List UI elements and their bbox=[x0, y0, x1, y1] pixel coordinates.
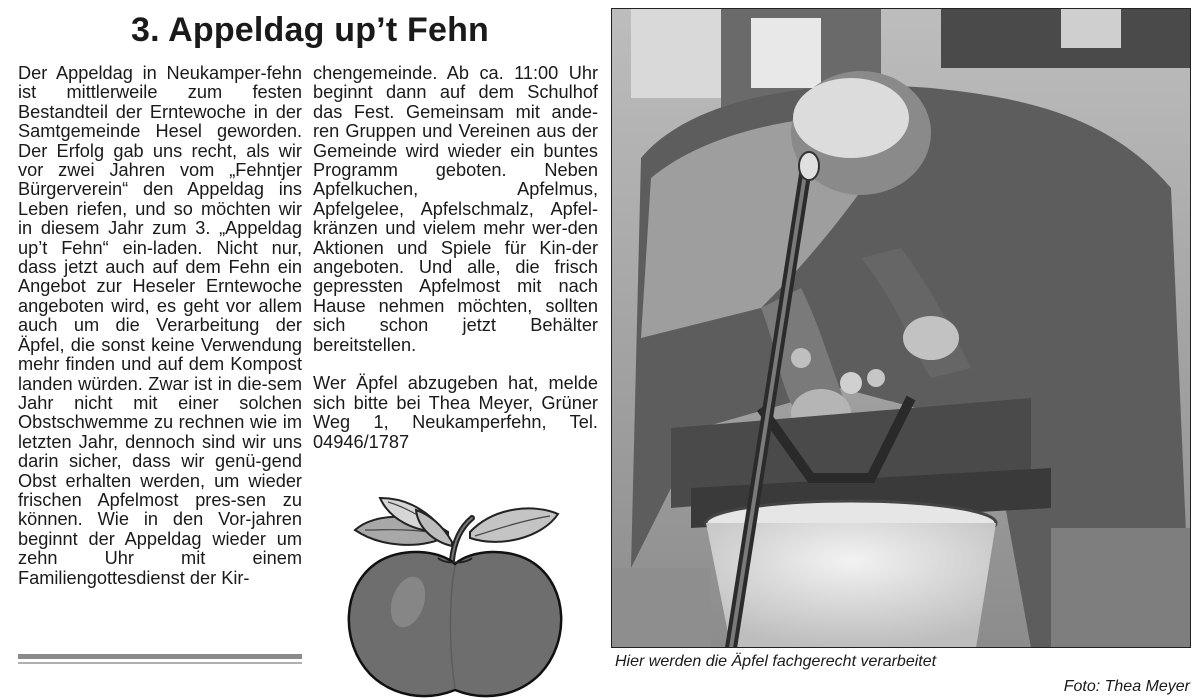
article-paragraph-1: Der Appeldag in Neukamper-fehn ist mittlerweile zum festen Bestandteil der Erntewoche in der Samtgemeinde Hesel geworden. Der Erfolg gab uns recht, als wir vor zwei Jahren vom „Fehntjer Bürgerverein“ den Appeldag ins Leben riefen, und so möchten wir in diesem Jahr zum 3. „Appeldag up’t Fehn“ ein-laden. Nicht nur, dass jetzt auch auf dem Fehn ein Angebot zur Heseler Erntewoche angeboten wird, es geht vor allem auch um die Verarbeitung der Äpfel, die sonst keine Verwendung mehr finden und auf dem Kompost landen würden. Zwar ist in die-sem Jahr nicht mit einer solchen Obstschwemme zu rechnen wie im letzten Jahr, dennoch sind wir uns darin sicher, dass wir genü-gend Obst erhalten werden, um wieder frischen Apfelmost pres-sen zu können. Wie in den Vor-jahren beginnt der Appeldag wieder um zehn Uhr mit einem Familiengottesdienst der Kir- bbox=[18, 63, 302, 588]
article-column-1 bbox=[18, 64, 302, 588]
photo-caption: Hier werden die Äpfel fachgerecht verarbeitet bbox=[615, 653, 937, 670]
leaf-right bbox=[470, 508, 558, 541]
article-paragraph-2: chengemeinde. Ab ca. 11:00 Uhr beginnt dann auf dem Schulhof das Fest. Gemeinsam mit ande-ren Gruppen und Vereinen aus der Gemeinde wird wieder ein buntes Programm geboten. Neben Apfelkuchen, Apfelmus, Apfelgelee, Apfelschmalz, Apfel-kränzen und vielem mehr wer-den Aktionen und Spiele für Kin-der angeboten. Und alle, die frisch gepressten Apfelmost mit nach Hause nehmen möchten, sollten sich schon jetzt Behälter bereitstellen. bbox=[313, 63, 598, 355]
article-headline: 3. Appeldag up’t Fehn bbox=[130, 11, 490, 49]
column-rule-thin bbox=[18, 662, 302, 664]
apple-stem bbox=[452, 518, 472, 560]
column-rule bbox=[18, 654, 302, 659]
apple-illustration bbox=[330, 492, 580, 700]
photo-credit: Foto: Thea Meyer bbox=[1063, 678, 1190, 695]
apple-body bbox=[349, 552, 561, 696]
contact-paragraph: Wer Äpfel abzugeben hat, melde sich bitte bei Thea Meyer, Grüner Weg 1, Neukamperfehn, Tel. 04946/1787 bbox=[313, 373, 598, 452]
article-photo bbox=[611, 8, 1191, 648]
article-column-2 bbox=[313, 64, 598, 452]
